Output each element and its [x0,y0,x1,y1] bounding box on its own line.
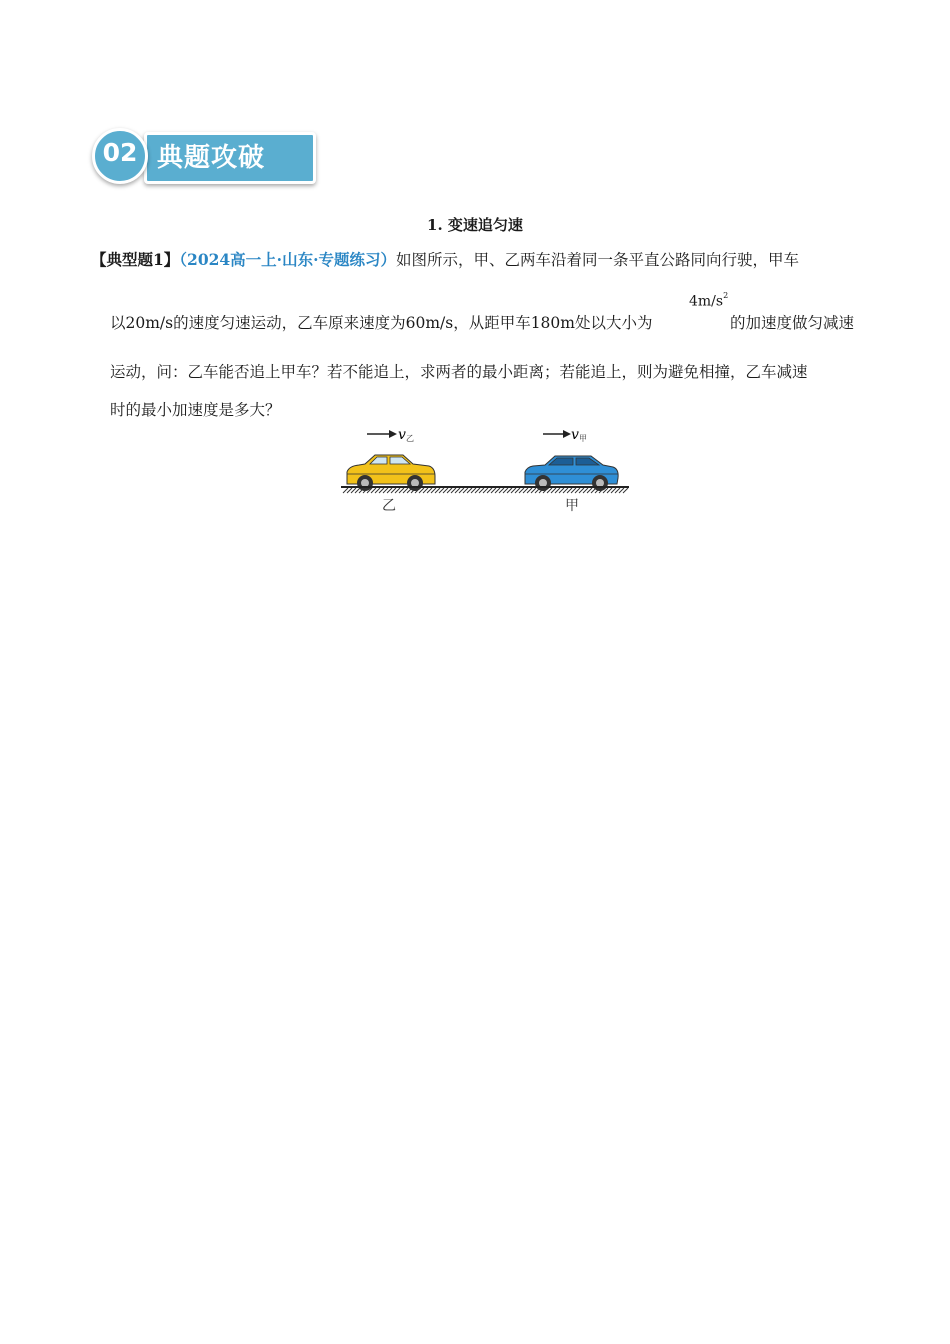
section-banner [92,128,316,184]
banner-title: 典题攻破 [157,143,266,173]
acceleration-value: 4m/s [689,293,724,310]
left-velocity-symbol: v [398,427,406,443]
right-car [525,456,618,491]
acceleration-formula [689,293,728,310]
problem-line-1 [91,248,799,270]
problem-line-3: 运动，问：乙车能否追上甲车？若不能追上，求两者的最小距离；若能追上，则为避免相撞，乙车减速 [110,363,808,381]
left-car [347,455,435,491]
acceleration-exponent: 2 [723,291,729,300]
problem-text-1: 如图所示，甲、乙两车沿着同一条平直公路同向行驶，甲车 [395,251,799,269]
left-velocity-arrow [367,427,414,443]
banner-bar [144,132,316,184]
problem-line-2: 以20m/s的速度匀速运动，乙车原来速度为60m/s，从距甲车180m处以大小为 [110,314,653,332]
right-velocity-symbol: v [571,427,579,443]
car-chase-figure [335,422,635,522]
banner-number: 02 [102,138,138,167]
left-car-label: 乙 [382,498,396,514]
problem-line-2-end: 的加速度做匀减速 [730,314,855,332]
banner-number-badge [92,128,148,184]
problem-source: （2024高一上·山东·专题练习） [179,250,396,269]
road-ground [341,487,629,493]
right-velocity-arrow [543,427,587,443]
problem-label: 【典型题1】 [91,250,180,269]
right-velocity-subscript: 甲 [579,434,587,443]
problem-line-4: 时的最小加速度是多大？ [110,401,281,419]
section-title: 1. 变速追匀速 [427,216,523,234]
right-car-label: 甲 [565,498,579,514]
left-velocity-subscript: 乙 [406,434,414,443]
